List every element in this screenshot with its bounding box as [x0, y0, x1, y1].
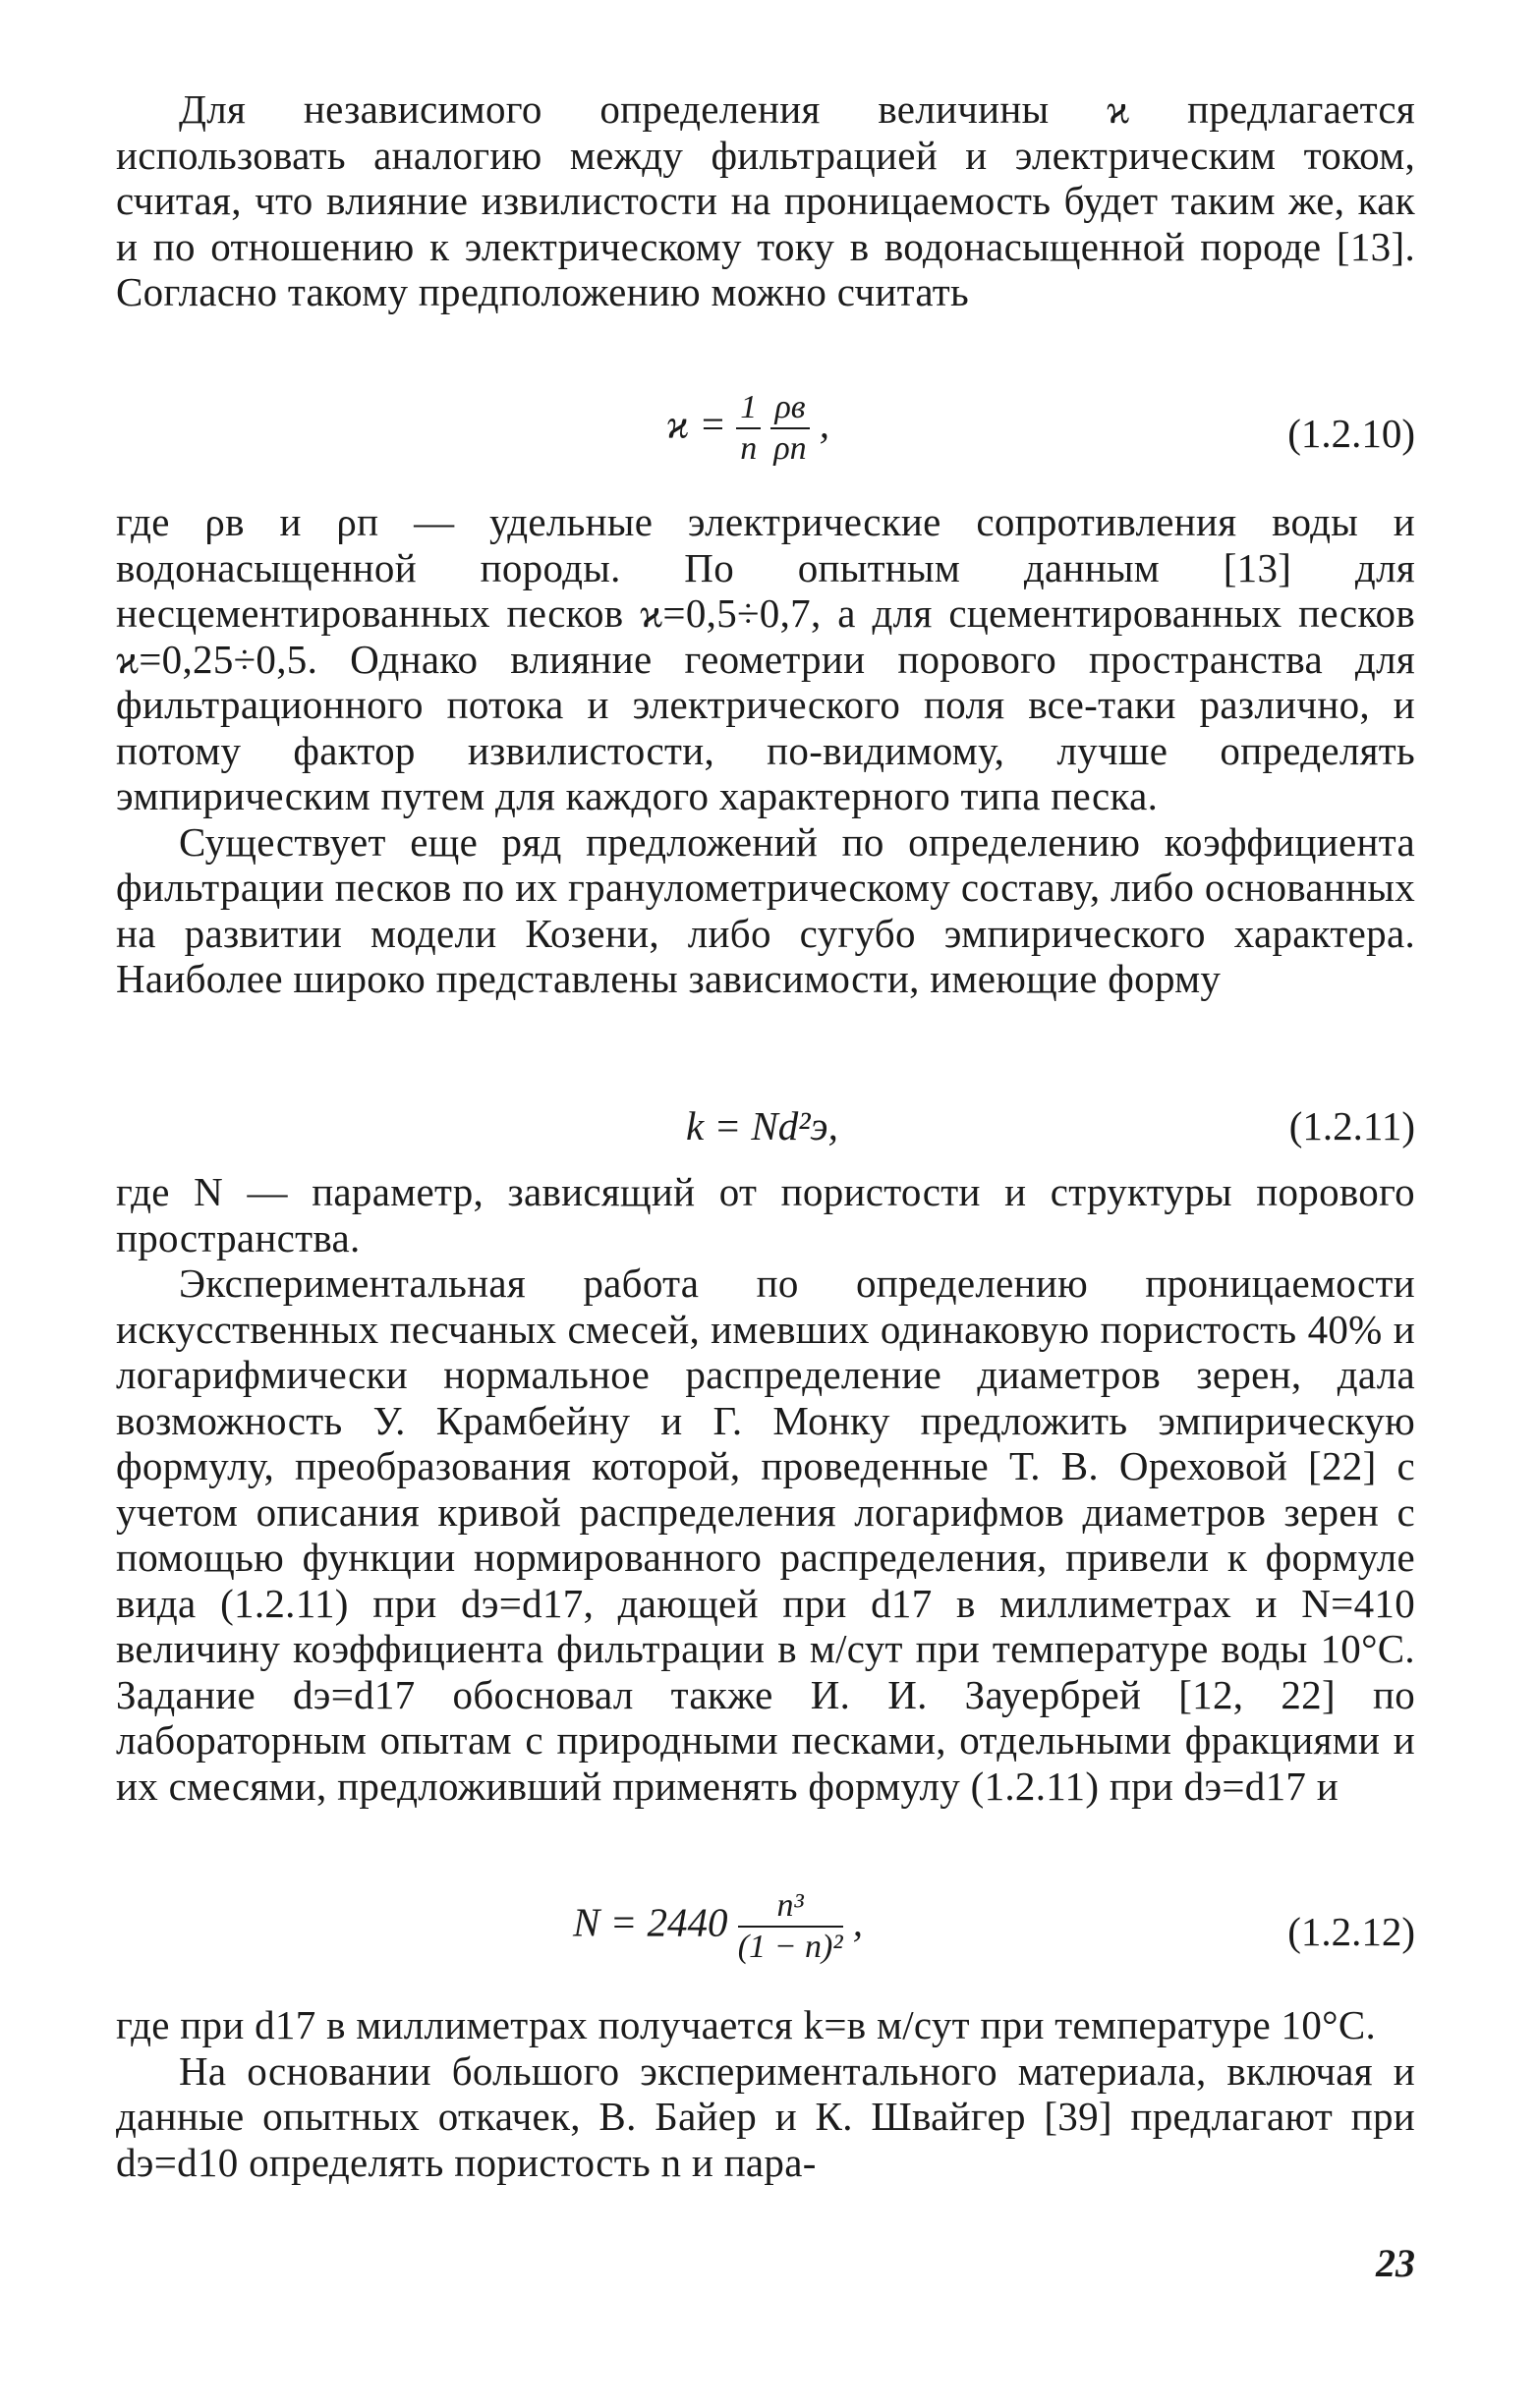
fraction-numerator: 1 — [736, 388, 761, 429]
fraction-denominator: n — [740, 430, 758, 467]
equation-1-2-11 — [116, 1102, 1415, 1161]
equation-formula — [573, 1886, 863, 1967]
text-block-1 — [116, 86, 1415, 315]
fraction-numerator: n³ — [738, 1886, 843, 1928]
fraction — [736, 388, 761, 469]
equation-tail: , — [852, 1899, 864, 1945]
fraction — [738, 1886, 843, 1967]
text-block-2 — [116, 499, 1415, 1002]
equation-1-2-10 — [116, 388, 1415, 476]
paragraph: где N — параметр, зависящий от пористости и структуры порового пространства. — [116, 1169, 1415, 1260]
text-block-4 — [116, 2002, 1415, 2185]
equation-number: (1.2.12) — [1287, 1909, 1415, 1954]
paragraph: На основании большого экспериментального материала, включая и данные опытных откачек, В. Байер и К. Швайгер [39] предлагают при dэ=d10 определять пористость n и пара- — [116, 2047, 1415, 2185]
equation-number: (1.2.11) — [1288, 1103, 1415, 1148]
page-number: 23 — [1376, 2241, 1415, 2285]
equation-lhs: ϰ = — [666, 401, 726, 447]
equation-number: (1.2.10) — [1287, 411, 1415, 456]
paragraph: Существует еще ряд предложений по определению коэффициента фильтрации песков по их гранулометрическому составу, либо основанных на развитии модели Козени, либо сугубо эмпирического характера. Наиболее широко представлены зависимости, имеющие форму — [116, 818, 1415, 1001]
paragraph: Для независимого определения величины ϰ предлагается использовать аналогию между фильтрацией и электрическим током, считая, что влияние извилистости на проницаемость будет таким же, как и по отношению к электрическому току в водонасыщенной породе [13]. Согласно такому предположению можно считать — [116, 86, 1415, 314]
equation-formula — [666, 388, 829, 469]
equation-formula: k = Nd²э, — [686, 1103, 838, 1148]
paragraph: где при d17 в миллиметрах получается k=в м/сут при температуре 10°C. — [116, 2002, 1377, 2047]
fraction-denominator: ρп — [773, 430, 807, 467]
fraction-denominator: (1 − n)² — [737, 1929, 843, 1965]
paragraph: где ρв и ρп — удельные электрические сопротивления воды и водонасыщенной породы. По опытным данным [13] для несцементированных песков ϰ=0,5÷0,7, а для сцементированных песков ϰ=0,25÷0,5. Однако влияние геометрии порового пространства для фильтрационного потока и электрического поля все-таки различно, и потому фактор извилистости, по-видимому, лучше определять эмпирическим путем для каждого характерного типа песка. — [116, 499, 1415, 818]
equation-lhs: N = 2440 — [573, 1899, 728, 1945]
paragraph: Экспериментальная работа по определению проницаемости искусственных песчаных смесей, имевших одинаковую пористость 40% и логарифмически нормальное распределение диаметров зерен, дала возможность У. Крамбейну и Г. Монку предложить эмпирическую формулу, преобразования которой, проведенные Т. В. Ореховой [22] с учетом описания кривой распределения логарифмов диаметров зерен с помощью функции нормированного распределения, привели к формуле вида (1.2.11) при dэ=d17, дающей при d17 в миллиметрах и N=410 величину коэффициента фильтрации в м/сут при температуре воды 10°C. Задание dэ=d17 обосновал также И. И. Зауербрей [12, 22] по лабораторным опытам с природными песками, отдельными фракциями и их смесями, предложивший применять формулу (1.2.11) при dэ=d17 и — [116, 1260, 1415, 1809]
fraction-numerator: ρв — [770, 388, 809, 429]
fraction — [770, 388, 809, 469]
equation-tail: , — [819, 401, 830, 447]
equation-1-2-12 — [116, 1886, 1415, 1975]
text-block-3 — [116, 1169, 1415, 1809]
